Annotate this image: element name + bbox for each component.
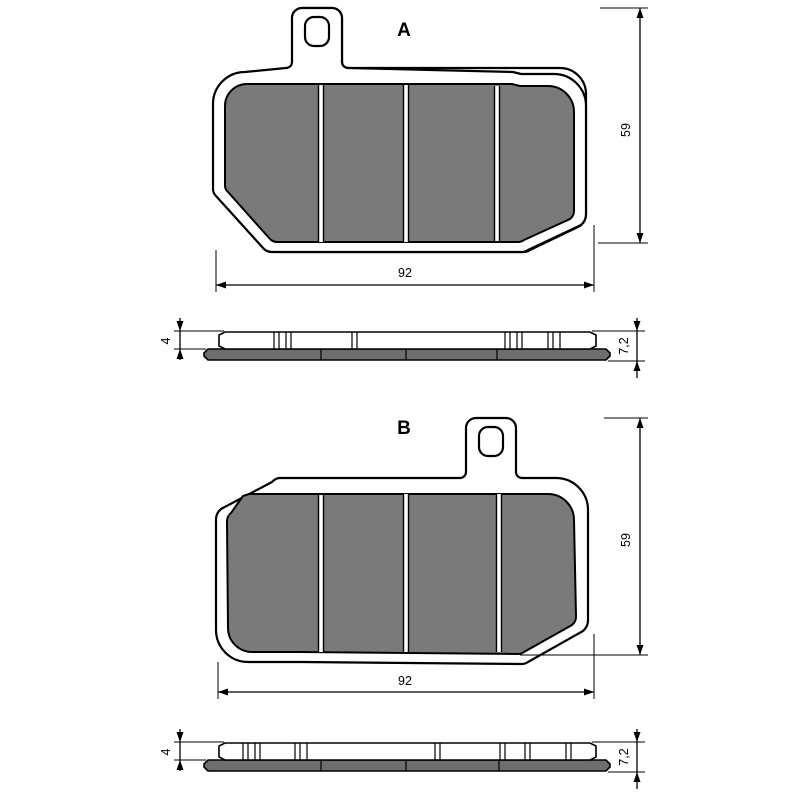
- pad-b-label: B: [397, 418, 411, 439]
- pad-a-face-view: [213, 8, 586, 252]
- pad-a-mounting-slot: [305, 17, 329, 46]
- pad-b-height-value: 59: [619, 533, 633, 547]
- pad-a-height-dimension: [598, 8, 648, 243]
- pad-a-friction-material: [225, 84, 574, 242]
- pad-b-edge-friction: [219, 743, 596, 760]
- pad-b-face-view: [216, 418, 588, 664]
- pad-a-total-thickness-value: 7,2: [617, 337, 631, 355]
- pad-a-height-value: 59: [619, 123, 633, 137]
- pad-a-edge-backing: [204, 349, 610, 360]
- pad-b-edge-view: [204, 743, 610, 771]
- pad-a-label: A: [397, 20, 411, 41]
- pad-b-friction-thickness-value: 4: [159, 748, 173, 756]
- pad-b-friction-material: [227, 494, 576, 654]
- pad-b-mounting-slot: [479, 427, 503, 456]
- pad-a-width-value: 92: [398, 266, 412, 280]
- pad-a-friction-thickness-value: 4: [159, 337, 173, 345]
- pad-a-edge-friction: [219, 332, 596, 349]
- pad-b-total-thickness-dimension: [592, 729, 645, 789]
- pad-a-total-thickness-dimension: [592, 318, 645, 378]
- pad-b-total-thickness-value: 7,2: [617, 748, 631, 766]
- pad-b-edge-backing: [204, 760, 610, 771]
- pad-a-edge-view: [204, 332, 610, 360]
- pad-b-width-value: 92: [398, 674, 412, 688]
